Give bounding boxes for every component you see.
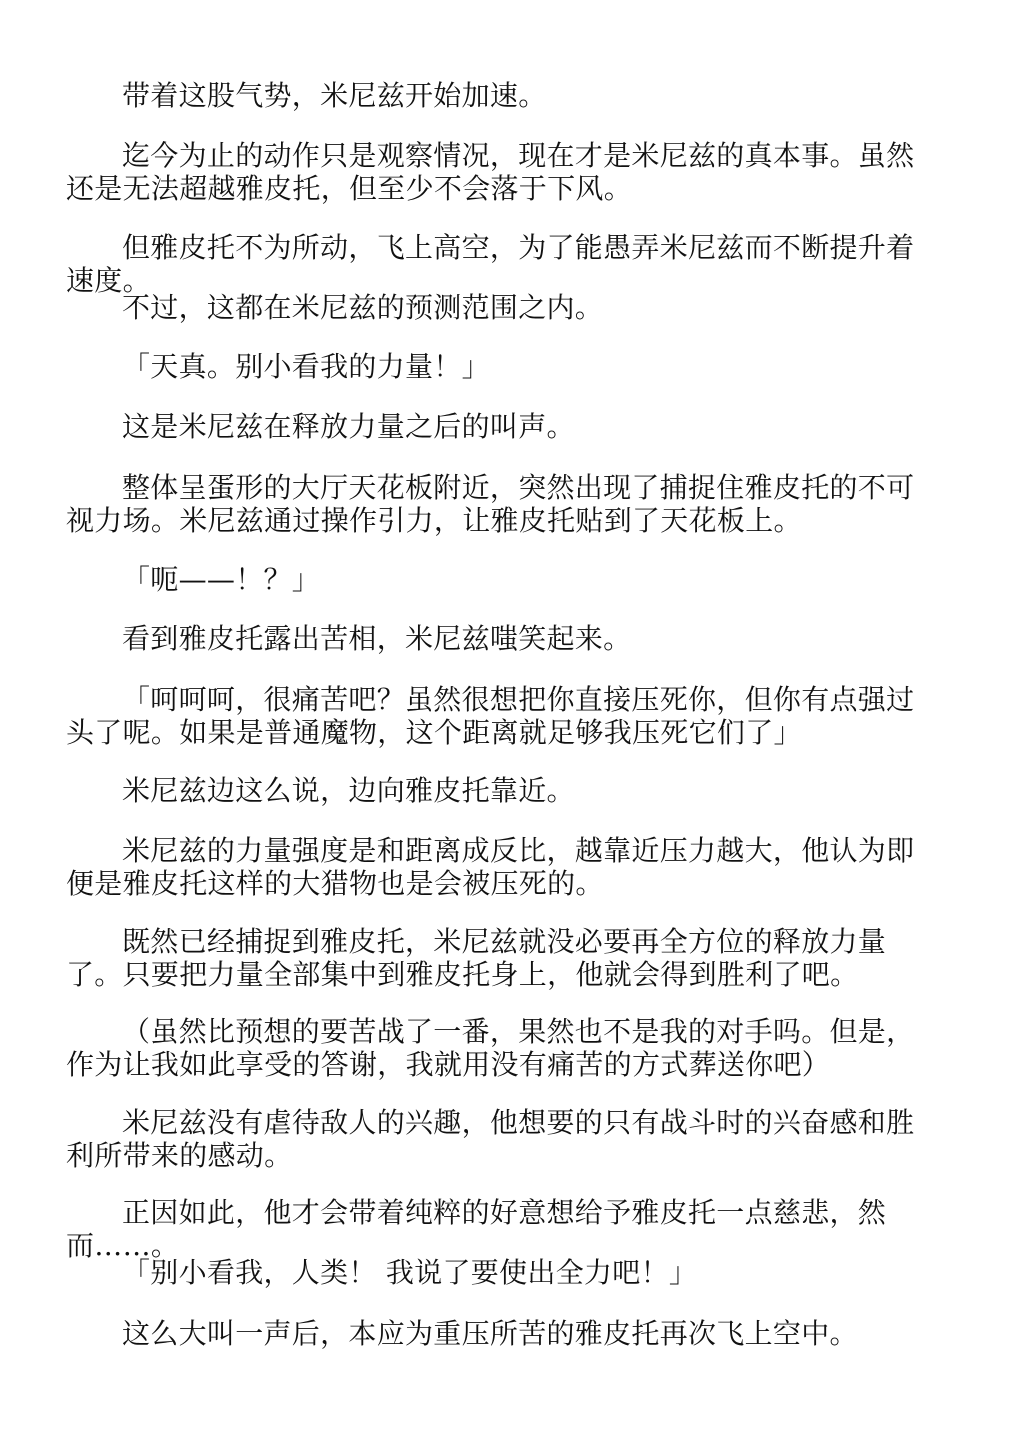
paragraph-2: 迄今为止的动作只是观察情况，现在才是米尼兹的真本事。虽然还是无法超越雅皮托，但至少不会落于下风。 [66, 139, 915, 205]
paragraph-18: 这么大叫一声后，本应为重压所苦的雅皮托再次飞上空中。 [122, 1317, 858, 1350]
paragraph-3: 但雅皮托不为所动，飞上高空，为了能愚弄米尼兹而不断提升着速度。 [66, 231, 915, 297]
paragraph-9: 看到雅皮托露出苦相，米尼兹嗤笑起来。 [122, 622, 632, 655]
paragraph-7: 整体呈蛋形的大厅天花板附近，突然出现了捕捉住雅皮托的不可视力场。米尼兹通过操作引力，让雅皮托贴到了天花板上。 [66, 471, 915, 537]
paragraph-1: 带着这股气势，米尼兹开始加速。 [122, 79, 547, 112]
paragraph-14: （虽然比预想的要苦战了一番，果然也不是我的对手吗。但是，作为让我如此享受的答谢，我就用没有痛苦的方式葬送你吧） [66, 1015, 915, 1081]
paragraph-4: 不过，这都在米尼兹的预测范围之内。 [122, 291, 604, 324]
paragraph-17: 「别小看我，人类！ 我说了要使出全力吧！」 [122, 1256, 698, 1289]
paragraph-11: 米尼兹边这么说，边向雅皮托靠近。 [122, 774, 575, 807]
paragraph-10: 「呵呵呵，很痛苦吧？虽然很想把你直接压死你，但你有点强过头了呢。如果是普通魔物，这个距离就足够我压死它们了」 [66, 683, 915, 749]
paragraph-15: 米尼兹没有虐待敌人的兴趣，他想要的只有战斗时的兴奋感和胜利所带来的感动。 [66, 1106, 915, 1172]
paragraph-5: 「天真。别小看我的力量！」 [122, 350, 490, 383]
paragraph-16: 正因如此，他才会带着纯粹的好意想给予雅皮托一点慈悲，然而……。 [66, 1196, 887, 1262]
paragraph-12: 米尼兹的力量强度是和距离成反比，越靠近压力越大，他认为即便是雅皮托这样的大猎物也是会被压死的。 [66, 834, 915, 900]
paragraph-8: 「呃——！？」 [122, 563, 321, 596]
paragraph-6: 这是米尼兹在释放力量之后的叫声。 [122, 410, 575, 443]
paragraph-13: 既然已经捕捉到雅皮托，米尼兹就没必要再全方位的释放力量了。只要把力量全部集中到雅皮托身上，他就会得到胜利了吧。 [66, 925, 887, 991]
